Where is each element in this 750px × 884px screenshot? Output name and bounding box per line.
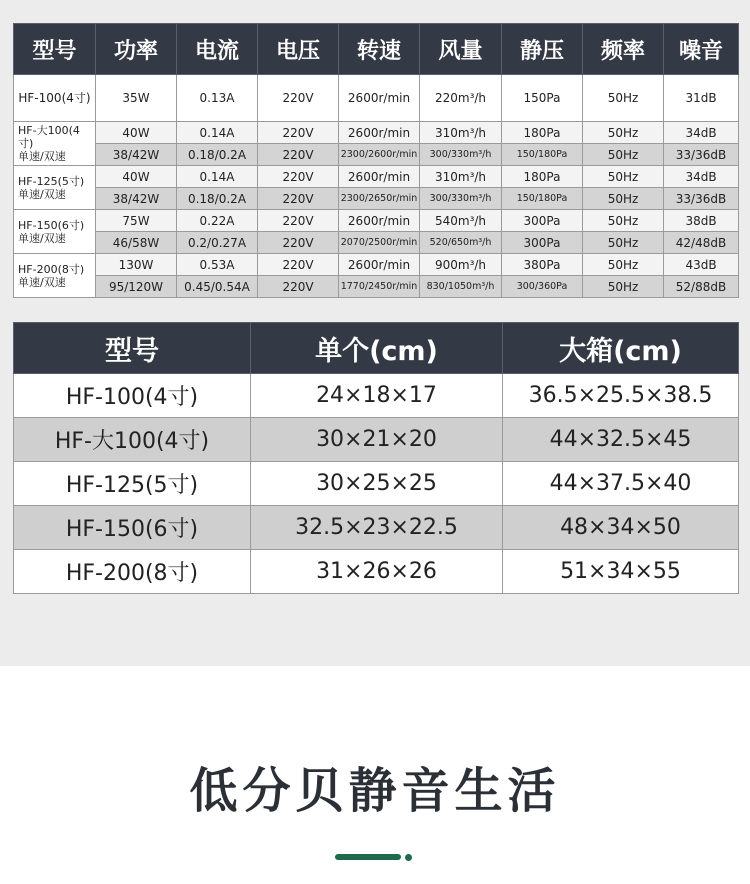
spec-cell: 0.22A — [177, 210, 258, 232]
size-cell: 24×18×17 — [251, 374, 503, 418]
spec-cell: 43dB — [664, 254, 739, 276]
spec-cell: 220V — [258, 166, 339, 188]
spec-cell: 50Hz — [583, 166, 664, 188]
spec-cell: 900m³/h — [420, 254, 502, 276]
spec-cell: 0.53A — [177, 254, 258, 276]
spec-cell: 2600r/min — [339, 166, 420, 188]
spec-cell: 50Hz — [583, 188, 664, 210]
spec-cell: 50Hz — [583, 75, 664, 122]
spec-cell: 50Hz — [583, 276, 664, 298]
size-cell: 30×25×25 — [251, 462, 503, 506]
spec-cell: 300Pa — [502, 232, 583, 254]
spec-cell: 220V — [258, 188, 339, 210]
size-header-cell: 大箱(cm) — [503, 323, 739, 374]
spec-cell: 2600r/min — [339, 75, 420, 122]
spec-cell: 0.14A — [177, 166, 258, 188]
spec-cell: 0.14A — [177, 122, 258, 144]
spec-model-cell — [14, 254, 96, 298]
spec-cell: 540m³/h — [420, 210, 502, 232]
spec-header-cell: 电压 — [258, 24, 339, 75]
size-row — [14, 374, 739, 418]
spec-cell: 300/330m³/h — [420, 144, 502, 166]
spec-cell: 300Pa — [502, 210, 583, 232]
size-cell: 48×34×50 — [503, 506, 739, 550]
spec-cell: 75W — [96, 210, 177, 232]
spec-cell: 220V — [258, 232, 339, 254]
spec-model-label: HF-100(4寸) — [18, 90, 91, 105]
spec-cell: 40W — [96, 166, 177, 188]
spec-cell: 2600r/min — [339, 210, 420, 232]
spec-header-cell: 风量 — [420, 24, 502, 75]
spec-header-cell: 电流 — [177, 24, 258, 75]
size-cell: 51×34×55 — [503, 550, 739, 594]
spec-cell: 300/330m³/h — [420, 188, 502, 210]
spec-cell: 40W — [96, 122, 177, 144]
size-cell: 44×37.5×40 — [503, 462, 739, 506]
size-header-cell: 单个(cm) — [251, 323, 503, 374]
spec-cell: 220V — [258, 210, 339, 232]
spec-cell: 220V — [258, 276, 339, 298]
spec-cell: 1770/2450r/min — [339, 276, 420, 298]
spec-cell: 34dB — [664, 122, 739, 144]
spec-row — [14, 166, 739, 188]
headline: 低分贝静音生活 — [189, 763, 561, 819]
spec-row — [14, 188, 739, 210]
spec-model-speed-label: 单速/双速 — [18, 187, 66, 201]
size-model-cell: HF-200(8寸) — [14, 550, 251, 594]
spec-cell: 38dB — [664, 210, 739, 232]
spec-cell: 310m³/h — [420, 166, 502, 188]
spec-row — [14, 122, 739, 144]
spec-cell: 0.18/0.2A — [177, 188, 258, 210]
spec-cell: 520/650m³/h — [420, 232, 502, 254]
spec-cell: 150/180Pa — [502, 188, 583, 210]
spec-row — [14, 232, 739, 254]
spec-header-cell: 噪音 — [664, 24, 739, 75]
size-row — [14, 462, 739, 506]
spec-header-cell: 型号 — [14, 24, 96, 75]
spec-cell: 42/48dB — [664, 232, 739, 254]
spec-cell: 300/360Pa — [502, 276, 583, 298]
spec-row — [14, 75, 739, 122]
spec-cell: 0.18/0.2A — [177, 144, 258, 166]
size-cell: 44×32.5×45 — [503, 418, 739, 462]
spec-table-body — [14, 75, 739, 298]
spec-cell: 50Hz — [583, 122, 664, 144]
spec-cell: 0.2/0.27A — [177, 232, 258, 254]
spec-cell: 220V — [258, 144, 339, 166]
spec-cell: 52/88dB — [664, 276, 739, 298]
size-row — [14, 506, 739, 550]
spec-model-speed-label: 单速/双速 — [18, 150, 66, 163]
spec-cell: 150Pa — [502, 75, 583, 122]
spec-cell: 380Pa — [502, 254, 583, 276]
spec-table — [13, 23, 739, 298]
spec-cell: 220V — [258, 75, 339, 122]
spec-cell: 33/36dB — [664, 144, 739, 166]
spec-cell: 150/180Pa — [502, 144, 583, 166]
spec-cell: 35W — [96, 75, 177, 122]
spec-header-cell: 频率 — [583, 24, 664, 75]
spec-cell: 180Pa — [502, 122, 583, 144]
spec-cell: 2070/2500r/min — [339, 232, 420, 254]
spec-cell: 2600r/min — [339, 254, 420, 276]
spec-cell: 2300/2650r/min — [339, 188, 420, 210]
spec-model-label: HF-200(8寸) — [18, 262, 85, 276]
spec-cell: 50Hz — [583, 210, 664, 232]
decorative-dot — [405, 854, 412, 861]
spec-cell: 0.45/0.54A — [177, 276, 258, 298]
spec-header-cell: 静压 — [502, 24, 583, 75]
spec-cell: 46/58W — [96, 232, 177, 254]
size-table — [13, 322, 739, 594]
spec-cell: 130W — [96, 254, 177, 276]
spec-cell: 33/36dB — [664, 188, 739, 210]
spec-row — [14, 144, 739, 166]
spec-cell: 310m³/h — [420, 122, 502, 144]
spec-row — [14, 276, 739, 298]
spec-cell: 2600r/min — [339, 122, 420, 144]
spec-model-speed-label: 单速/双速 — [18, 231, 66, 245]
spec-model-label: HF-125(5寸) — [18, 174, 85, 188]
decorative-bar — [335, 854, 401, 860]
spec-model-cell — [14, 166, 96, 210]
spec-cell: 180Pa — [502, 166, 583, 188]
size-model-cell: HF-100(4寸) — [14, 374, 251, 418]
spec-cell: 50Hz — [583, 254, 664, 276]
size-header-row — [14, 323, 739, 374]
spec-cell: 830/1050m³/h — [420, 276, 502, 298]
size-cell: 31×26×26 — [251, 550, 503, 594]
spec-cell: 50Hz — [583, 144, 664, 166]
size-cell: 36.5×25.5×38.5 — [503, 374, 739, 418]
size-cell: 32.5×23×22.5 — [251, 506, 503, 550]
spec-cell: 34dB — [664, 166, 739, 188]
size-header-cell: 型号 — [14, 323, 251, 374]
spec-model-cell — [14, 122, 96, 166]
spec-cell: 0.13A — [177, 75, 258, 122]
size-cell: 30×21×20 — [251, 418, 503, 462]
spec-header-row — [14, 24, 739, 75]
size-model-cell: HF-150(6寸) — [14, 506, 251, 550]
size-row — [14, 550, 739, 594]
spec-header-cell: 转速 — [339, 24, 420, 75]
size-model-cell: HF-125(5寸) — [14, 462, 251, 506]
spec-model-cell — [14, 210, 96, 254]
spec-cell: 38/42W — [96, 188, 177, 210]
spec-header-cell: 功率 — [96, 24, 177, 75]
size-model-cell: HF-大100(4寸) — [14, 418, 251, 462]
spec-cell: 95/120W — [96, 276, 177, 298]
spec-cell: 38/42W — [96, 144, 177, 166]
spec-model-label: HF-150(6寸) — [18, 218, 85, 232]
spec-cell: 50Hz — [583, 232, 664, 254]
spec-model-label: HF-大100(4寸) — [18, 124, 80, 150]
spec-cell: 220m³/h — [420, 75, 502, 122]
spec-cell: 31dB — [664, 75, 739, 122]
size-row — [14, 418, 739, 462]
spec-model-cell — [14, 75, 96, 122]
spec-cell: 220V — [258, 254, 339, 276]
spec-cell: 2300/2600r/min — [339, 144, 420, 166]
spec-cell: 220V — [258, 122, 339, 144]
spec-model-speed-label: 单速/双速 — [18, 275, 66, 289]
spec-row — [14, 254, 739, 276]
spec-row — [14, 210, 739, 232]
size-table-body — [14, 374, 739, 594]
